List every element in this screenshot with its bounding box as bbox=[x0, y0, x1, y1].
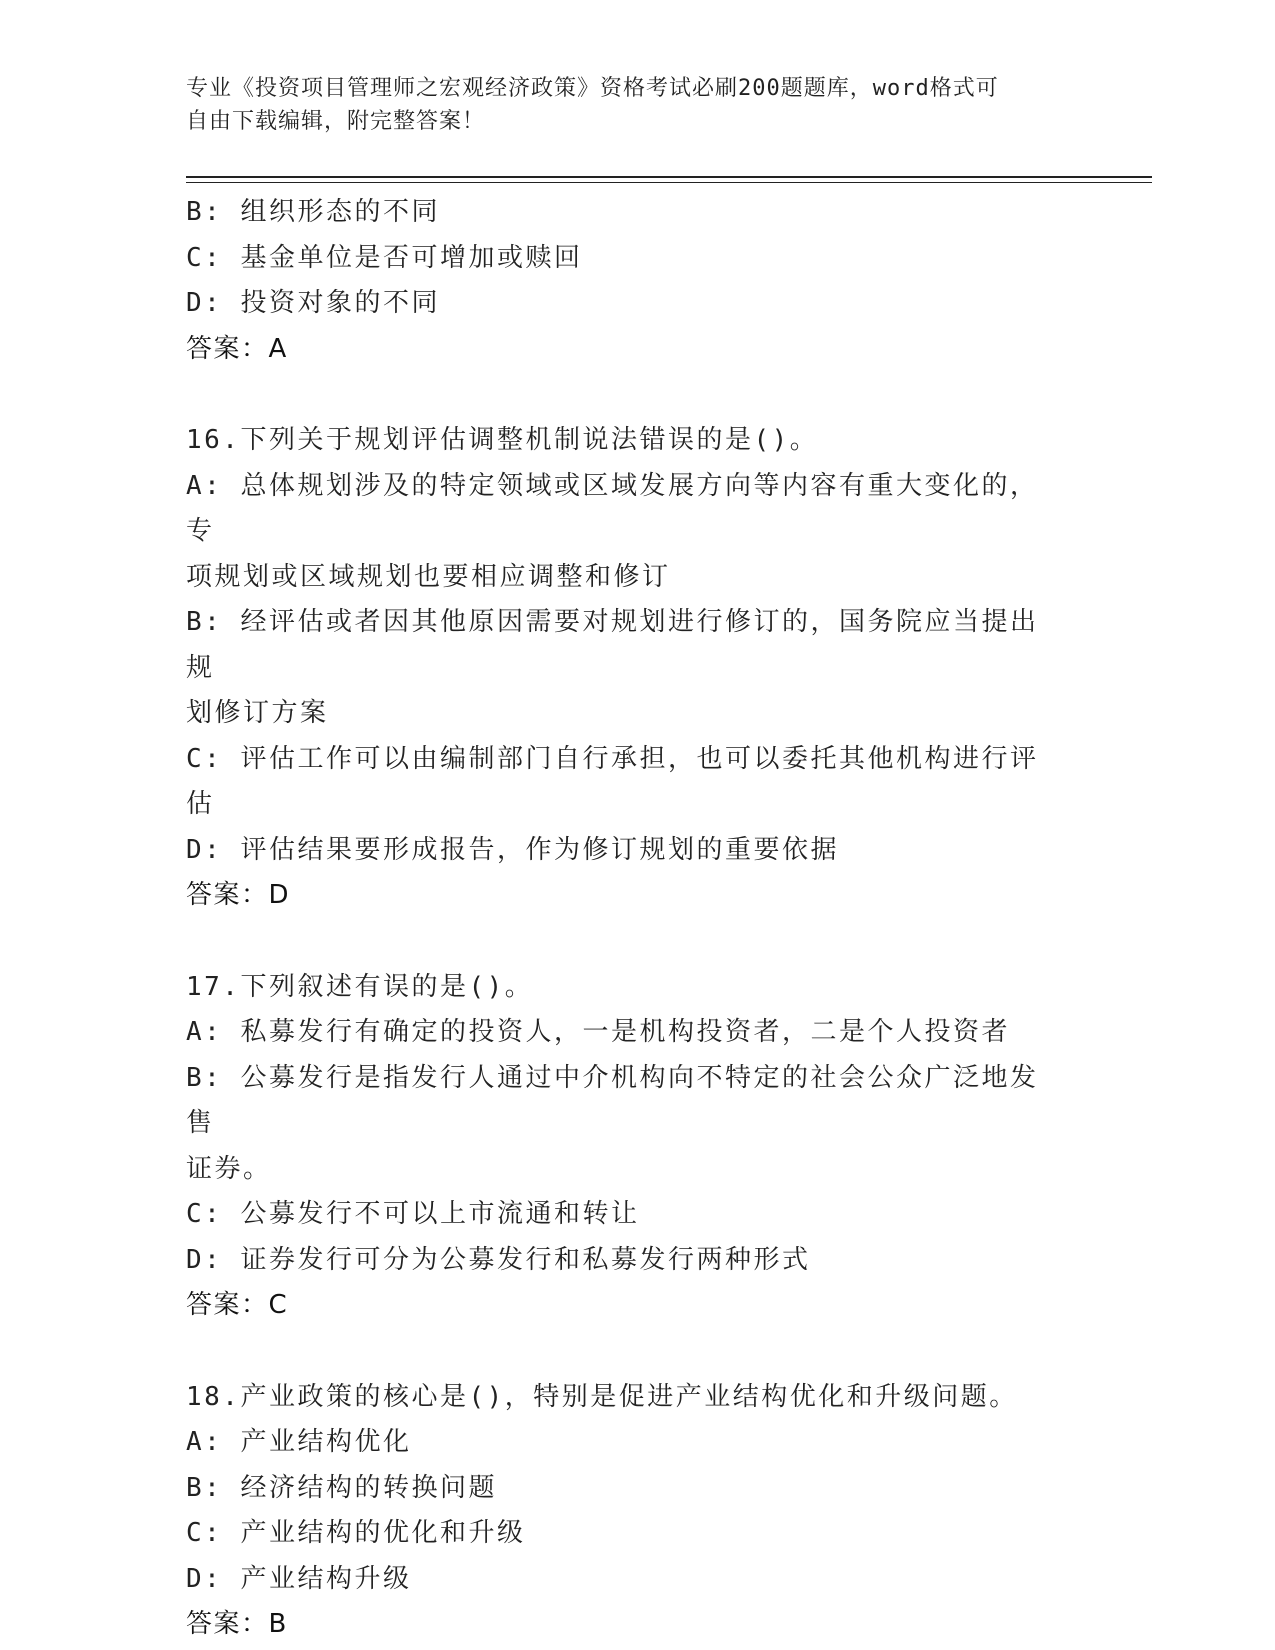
document-header bbox=[186, 72, 1066, 138]
spacer bbox=[186, 372, 1066, 418]
spacer bbox=[186, 919, 1066, 965]
option-d: D: 证券发行可分为公募发行和私募发行两种形式 bbox=[186, 1244, 811, 1275]
question-block-16 bbox=[186, 418, 1066, 919]
question-block-18 bbox=[186, 1375, 1066, 1648]
question-stem: 17.下列叙述有误的是()。 bbox=[186, 971, 534, 1002]
header-title-line-1: 专业《投资项目管理师之宏观经济政策》资格考试必刷200题题库，word格式可 bbox=[186, 76, 999, 101]
option-c: C: 基金单位是否可增加或赎回 bbox=[186, 242, 583, 273]
header-divider-thin bbox=[186, 182, 1152, 183]
option-b-line-2: 划修订方案 bbox=[186, 698, 329, 728]
question-block-17 bbox=[186, 965, 1066, 1329]
option-a: A: 私募发行有确定的投资人，一是机构投资者，二是个人投资者 bbox=[186, 1017, 1010, 1047]
option-b-line-1: B: 公募发行是指发行人通过中介机构向不特定的社会公众广泛地发售 bbox=[186, 1062, 1039, 1138]
answer-line: 答案：D bbox=[186, 880, 291, 910]
option-a-line-2: 项规划或区域规划也要相应调整和修订 bbox=[186, 561, 671, 592]
question-block-15 bbox=[186, 190, 1066, 372]
question-stem: 18.产业政策的核心是()，特别是促进产业结构优化和升级问题。 bbox=[186, 1381, 1018, 1412]
option-b-line-1: B: 经评估或者因其他原因需要对规划进行修订的，国务院应当提出规 bbox=[186, 607, 1039, 683]
option-a: A: 产业结构优化 bbox=[186, 1427, 412, 1457]
answer-line: 答案：B bbox=[186, 1609, 288, 1639]
question-stem: 16.下列关于规划评估调整机制说法错误的是()。 bbox=[186, 425, 819, 455]
header-title-line-2: 自由下载编辑，附完整答案！ bbox=[186, 109, 486, 134]
option-d: D: 投资对象的不同 bbox=[186, 288, 440, 318]
question-list bbox=[186, 190, 1066, 1648]
answer-line: 答案：A bbox=[186, 333, 288, 364]
option-d: D: 评估结果要形成报告，作为修订规划的重要依据 bbox=[186, 834, 839, 865]
spacer bbox=[186, 1329, 1066, 1375]
header-divider-thick bbox=[186, 176, 1152, 178]
option-a-line-1: A: 总体规划涉及的特定领域或区域发展方向等内容有重大变化的，专 bbox=[186, 470, 1039, 546]
option-d: D: 产业结构升级 bbox=[186, 1563, 412, 1594]
option-b: B: 组织形态的不同 bbox=[186, 197, 440, 227]
option-c: C: 公募发行不可以上市流通和转让 bbox=[186, 1199, 640, 1229]
option-b-line-2: 证券。 bbox=[186, 1153, 272, 1184]
option-b: B: 经济结构的转换问题 bbox=[186, 1472, 497, 1503]
option-c: C: 评估工作可以由编制部门自行承担，也可以委托其他机构进行评估 bbox=[186, 743, 1039, 819]
option-c: C: 产业结构的优化和升级 bbox=[186, 1518, 526, 1548]
answer-line: 答案：C bbox=[186, 1290, 289, 1320]
